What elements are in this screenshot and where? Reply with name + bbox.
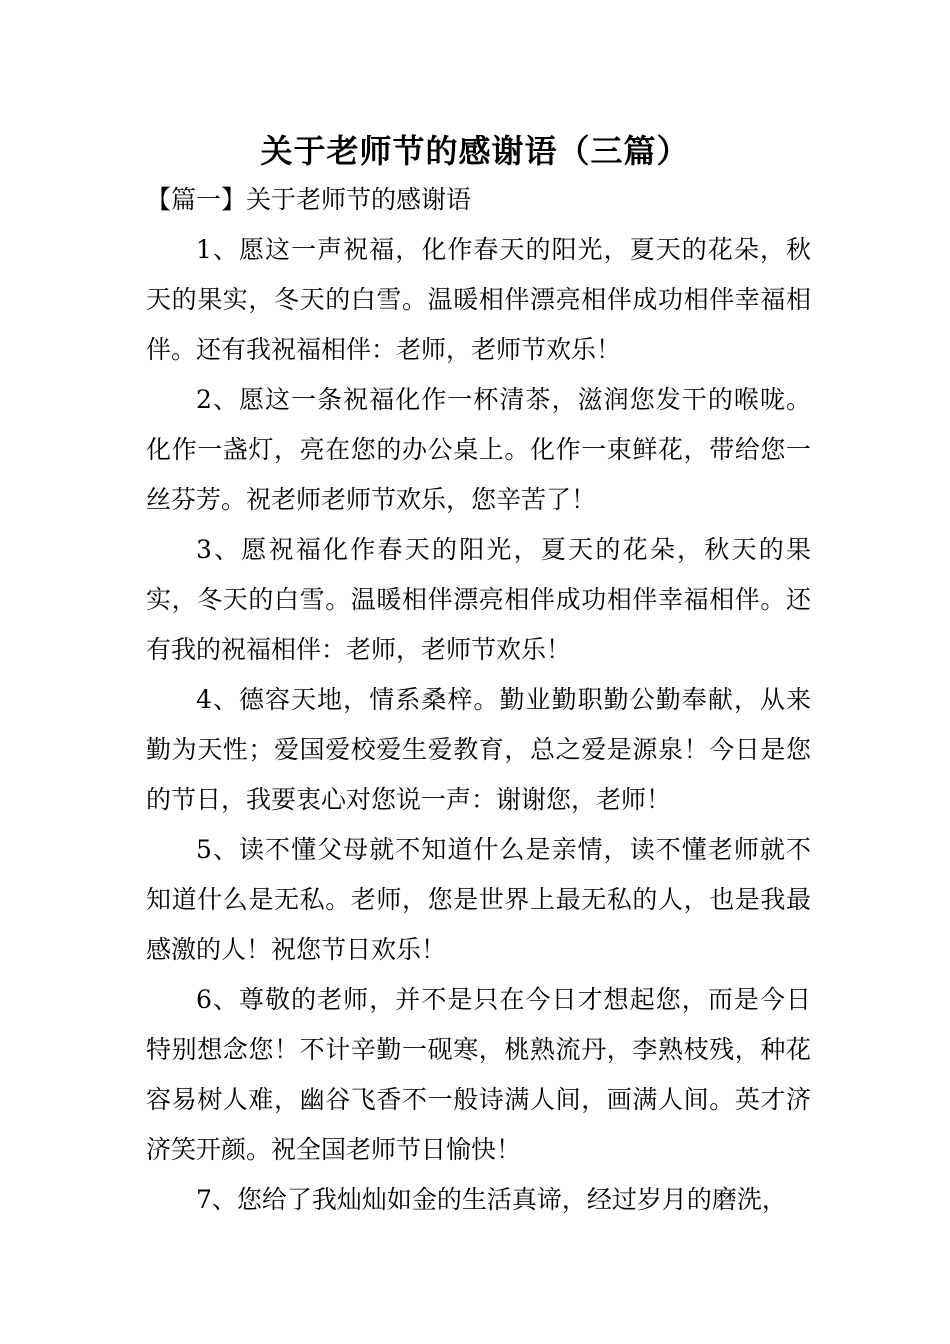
paragraph-1: 1、愿这一声祝福，化作春天的阳光，夏天的花朵，秋天的果实，冬天的白雪。温暖相伴漂亮相伴成功相伴幸福相伴。还有我祝福相伴：老师，老师节欢乐！ (146, 235, 811, 364)
paragraph-4: 4、德容天地，情系桑梓。勤业勤职勤公勤奉献，从来勤为天性；爱国爱校爱生爱教育，总之爱是源泉！今日是您的节日，我要衷心对您说一声：谢谢您，老师！ (146, 685, 811, 814)
document-body (146, 225, 811, 1225)
paragraph-2: 2、愿这一条祝福化作一杯清茶，滋润您发干的喉咙。化作一盏灯，亮在您的办公桌上。化作一束鲜花，带给您一丝芬芳。祝老师老师节欢乐，您辛苦了！ (146, 385, 811, 514)
section-heading: 【篇一】关于老师节的感谢语 (146, 185, 472, 214)
paragraph-7: 7、您给了我灿灿如金的生活真谛，经过岁月的磨洗， (196, 1185, 787, 1214)
document-title: 关于老师节的感谢语（三篇） (260, 132, 690, 170)
paragraph-3: 3、愿祝福化作春天的阳光，夏天的花朵，秋天的果实，冬天的白雪。温暖相伴漂亮相伴成功相伴幸福相伴。还有我的祝福相伴：老师，老师节欢乐！ (146, 535, 811, 664)
paragraph-6: 6、尊敬的老师，并不是只在今日才想起您，而是今日特别想念您！不计辛勤一砚寒，桃熟流丹，李熟枝残，种花容易树人难，幽谷飞香不一般诗满人间，画满人间。英才济济笑开颜。祝全国老师节日愉快！ (146, 985, 811, 1164)
paragraph-5: 5、读不懂父母就不知道什么是亲情，读不懂老师就不知道什么是无私。老师，您是世界上最无私的人，也是我最感激的人！祝您节日欢乐！ (146, 835, 811, 964)
